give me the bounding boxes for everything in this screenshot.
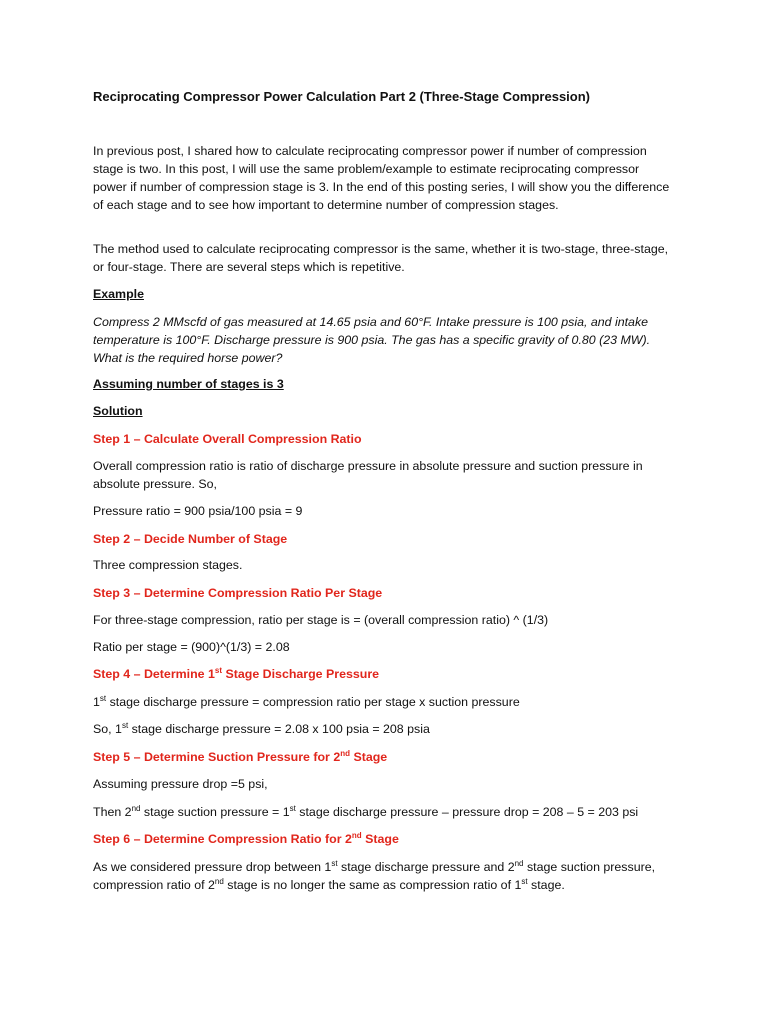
step5-text1: Assuming pressure drop =5 psi, <box>93 777 268 791</box>
assumption-heading: Assuming number of stages is 3 <box>93 377 284 391</box>
step4-text1: 1st stage discharge pressure = compression ratio per stage x suction pressure <box>93 693 520 709</box>
step2-heading: Step 2 – Decide Number of Stage <box>93 532 288 546</box>
step4-text2: So, 1st stage discharge pressure = 2.08 x 100 psia = 208 psia <box>93 720 430 736</box>
intro-paragraph: In previous post, I shared how to calculate reciprocating compressor power if number of compression stage is two. In this post, I will use the same problem/example to estimate reciprocating compressor power if number of compression stage is 3. In the end of this posting series, I will show you the difference of each stage and to see how important to determine number of compression stages. <box>93 144 670 212</box>
step3-text1: For three-stage compression, ratio per stage is = (overall compression ratio) ^ (1/3) <box>93 613 549 627</box>
step1-text1: Overall compression ratio is ratio of discharge pressure in absolute pressure and suction pressure in absolute pressure. So, <box>93 459 643 491</box>
solution-heading: Solution <box>93 404 143 418</box>
method-paragraph: The method used to calculate reciprocating compressor is the same, whether it is two-stage, three-stage, or four-stage. There are several steps which is repetitive. <box>93 242 669 274</box>
step4-heading: Step 4 – Determine 1st Stage Discharge Pressure <box>93 665 380 681</box>
step1-heading: Step 1 – Calculate Overall Compression Ratio <box>93 432 362 446</box>
step3-text2: Ratio per stage = (900)^(1/3) = 2.08 <box>93 640 290 654</box>
step2-text1: Three compression stages. <box>93 558 243 572</box>
document-title: Reciprocating Compressor Power Calculation Part 2 (Three-Stage Compression) <box>93 89 591 104</box>
step3-heading: Step 3 – Determine Compression Ratio Per Stage <box>93 586 383 600</box>
step6-heading: Step 6 – Determine Compression Ratio for 2nd Stage <box>93 830 399 846</box>
step5-text2: Then 2nd stage suction pressure = 1st stage discharge pressure – pressure drop = 208 – 5 = 203 psi <box>93 803 639 819</box>
step5-heading: Step 5 – Determine Suction Pressure for 2nd Stage <box>93 748 388 764</box>
step1-text2: Pressure ratio = 900 psia/100 psia = 9 <box>93 504 303 518</box>
step6-text1: As we considered pressure drop between 1st stage discharge pressure and 2nd stage suction pressure, compression ratio of 2nd stage is no longer the same as compression ratio of 1st stage. <box>93 858 656 892</box>
example-text: Compress 2 MMscfd of gas measured at 14.65 psia and 60°F. Intake pressure is 100 psia, and intake temperature is 100°F. Discharge pressure is 900 psia. The gas has a specific gravity of 0.80 (23 MW). What is the required horse power? <box>93 315 651 365</box>
example-heading: Example <box>93 287 144 301</box>
